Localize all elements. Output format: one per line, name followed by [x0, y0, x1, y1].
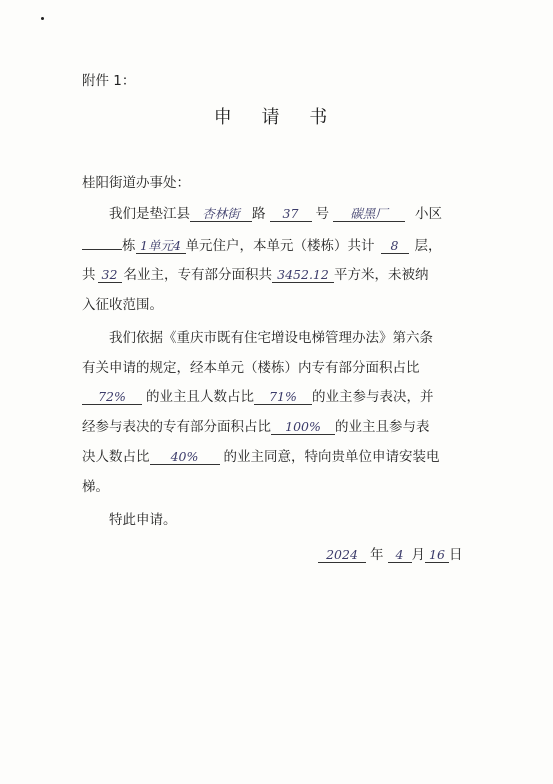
people-ratio-field: 71% — [254, 389, 312, 405]
p1-text: 小区 — [415, 206, 442, 222]
building-blank — [82, 236, 122, 250]
community-field: 碳黑厂 — [333, 206, 405, 222]
area-ratio-field: 72% — [82, 389, 142, 405]
day-label: 日 — [449, 547, 463, 563]
closing: 特此申请。 — [109, 512, 177, 528]
p2-line-6: 梯。 — [82, 479, 109, 495]
p2-line-4 — [82, 418, 430, 436]
month-label: 月 — [411, 547, 425, 563]
unit-field: 1单元4 — [136, 238, 186, 254]
p1-text: 号 — [315, 206, 329, 222]
p2-text: 的业主且人数占比 — [146, 389, 254, 405]
p1-text: 路 — [252, 206, 266, 222]
p2-text: 的业主参与表决，并 — [312, 389, 434, 405]
attachment-label: 附件 1： — [82, 73, 136, 89]
recipient: 桂阳街道办事处： — [82, 175, 190, 191]
p2-text: 经参与表决的专有部分面积占比 — [82, 419, 271, 435]
voted-area-ratio-field: 100% — [271, 419, 335, 435]
p2-line-1: 我们依据《重庆市既有住宅增设电梯管理办法》第六条 — [109, 330, 433, 346]
floors-field: 8 — [381, 238, 409, 254]
p1-text: 共 — [82, 267, 96, 283]
street-field: 杏林街 — [190, 206, 252, 222]
document-title: 申 请 书 — [213, 107, 340, 128]
p1-line-4: 入征收范围。 — [82, 297, 163, 313]
scan-speck — [41, 17, 44, 20]
month-field: 4 — [388, 547, 412, 563]
year-label: 年 — [370, 547, 384, 563]
p2-text: 决人数占比 — [82, 449, 150, 465]
area-field: 3452.12 — [272, 267, 334, 283]
voted-people-ratio-field: 40% — [150, 449, 220, 465]
p1-text: 我们是垫江县 — [109, 206, 190, 222]
p2-line-5 — [82, 448, 440, 466]
p1-text: 名业主，专有部分面积共 — [123, 267, 272, 283]
p1-text: 层， — [414, 238, 442, 254]
owners-field: 32 — [98, 267, 122, 283]
p1-text: 栋 — [122, 238, 136, 254]
date — [318, 546, 463, 564]
p1-text: 平方米，未被纳 — [334, 267, 429, 283]
p1-line-1 — [109, 205, 442, 223]
p2-line-3 — [82, 388, 434, 406]
p1-line-2 — [82, 236, 442, 255]
year-field: 2024 — [318, 547, 366, 563]
p2-text: 的业主同意，特向贵单位申请安装电 — [223, 449, 440, 465]
p2-text: 的业主且参与表 — [335, 419, 430, 435]
p1-text: 单元住户，本单元（楼栋）共计 — [185, 238, 375, 254]
day-field: 16 — [425, 547, 449, 563]
number-field: 37 — [270, 206, 312, 222]
p1-line-3 — [82, 266, 429, 284]
p2-line-2: 有关申请的规定，经本单元（楼栋）内专有部分面积占比 — [82, 360, 420, 376]
